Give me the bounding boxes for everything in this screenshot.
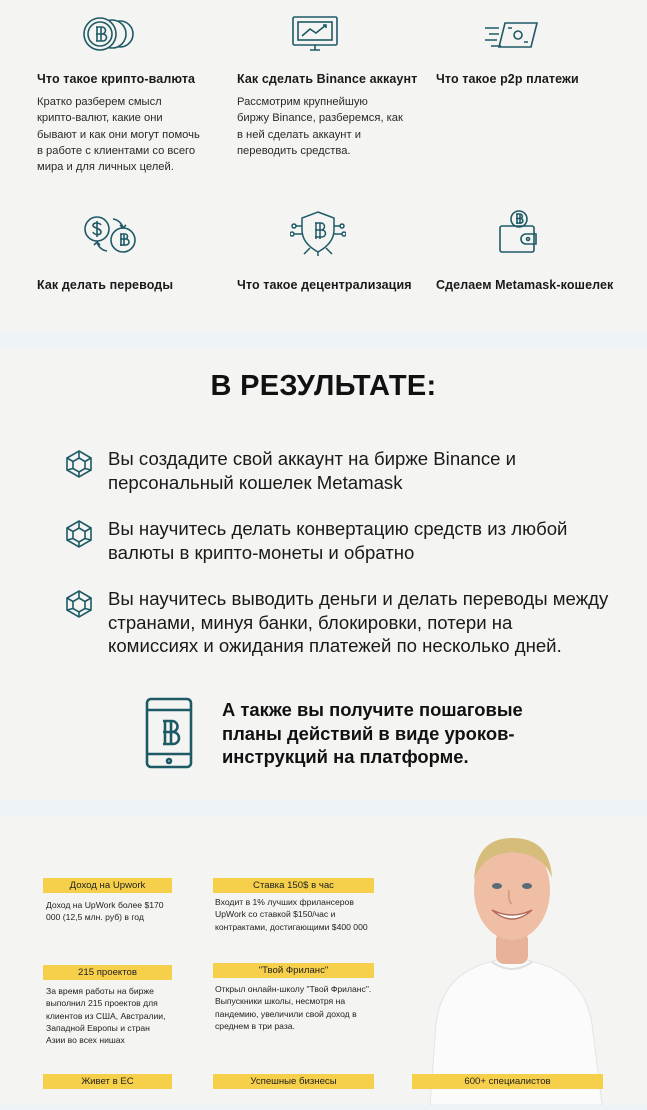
monitor-chart-icon xyxy=(290,14,340,54)
stat-badge: Ставка 150$ в час xyxy=(213,878,374,893)
bitcoin-coins-icon xyxy=(80,14,136,54)
feature-title: Как делать переводы xyxy=(37,278,174,292)
author-photo xyxy=(412,824,612,1105)
stat-text: Доход на UpWork более $170 000 (12,5 млн. руб) в год xyxy=(46,900,164,923)
bonus-text: А также вы получите пошаговые планы действий в виде уроков- инструкций на платформе. xyxy=(222,699,523,767)
cube-icon xyxy=(64,589,94,624)
result-heading: В РЕЗУЛЬТАТЕ: xyxy=(210,370,437,402)
stat-badge: Доход на Upwork xyxy=(43,878,172,893)
stat-badge: Живет в ЕС xyxy=(43,1074,172,1089)
cube-icon xyxy=(64,519,94,554)
shield-bitcoin-network-icon xyxy=(290,208,346,258)
feature-title: Что такое децентрализация xyxy=(237,278,412,292)
feature-title: Как сделать Binance аккаунт xyxy=(237,72,418,86)
stat-text: За время работы на бирже выполнил 215 проектов для клиентов из США, Австралии, Западной Европы и стран Азии во всех нишах xyxy=(46,986,166,1046)
dollar-bitcoin-exchange-icon xyxy=(80,214,140,256)
feature-title: Что такое крипто-валюта xyxy=(37,72,196,86)
stat-text: Входит в 1% лучших фрилансеров UpWork со ставкой $150/час и контрактами, достигающими $400 000 xyxy=(215,897,368,932)
stat-badge: 600+ специалистов xyxy=(412,1074,603,1089)
feature-title: Что такое p2p платежи xyxy=(436,72,579,86)
feature-description: Рассмотрим крупнейшую биржу Binance, разберемся, как в ней сделать аккаунт и переводить средства. xyxy=(237,96,403,157)
cube-icon xyxy=(64,449,94,484)
stat-text: Открыл онлайн-школу "Твой Фриланс". Выпускники школы, несмотря на пандемию, увеличили свой доход в среднем в три раза. xyxy=(215,984,372,1031)
wallet-bitcoin-icon xyxy=(496,208,542,256)
stat-badge: 215 проектов xyxy=(43,965,172,980)
stat-badge: "Твой Фриланс" xyxy=(213,963,374,978)
feature-title: Сделаем Metamask-кошелек xyxy=(436,278,614,292)
stat-badge: Успешные бизнесы xyxy=(213,1074,374,1089)
fast-payment-icon xyxy=(483,18,541,52)
feature-description: Кратко разберем смысл крипто-валют, какие они бывают и как они могут помочь в работе с клиентами со всего мира и для личных целей. xyxy=(37,96,200,174)
phone-bitcoin-icon xyxy=(144,696,194,775)
